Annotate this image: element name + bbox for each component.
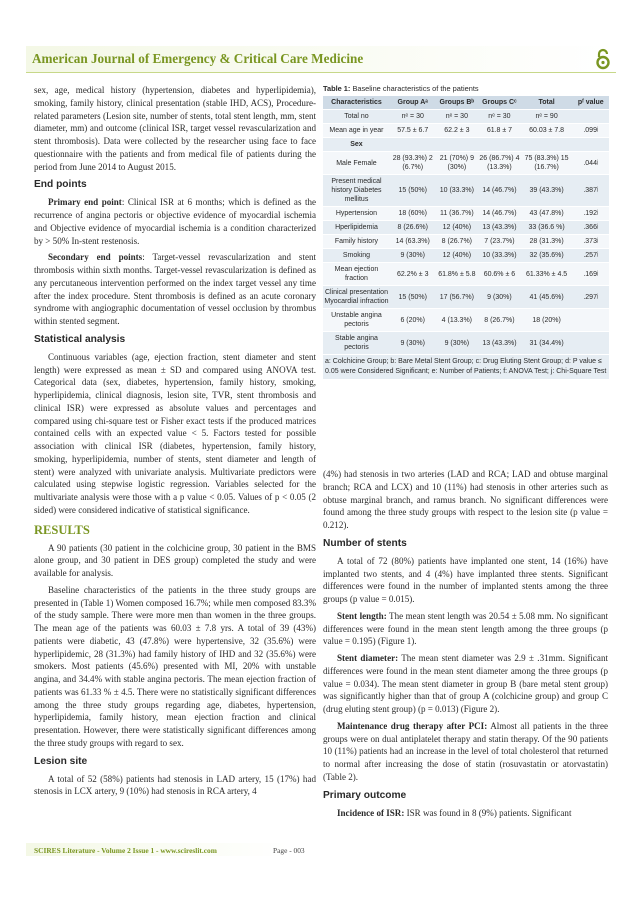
- table-cell: 8 (26.6%): [390, 221, 436, 235]
- heading-lesion-site: Lesion site: [34, 755, 88, 767]
- table-cell: .257ʲ: [572, 249, 609, 263]
- table-cell: 8 (26.7%): [436, 235, 479, 249]
- table-cell: [572, 110, 609, 124]
- table-cell: 9 (30%): [390, 332, 436, 355]
- paragraph-lesion-site: A total of 52 (58%) patients had stenosis in LAD artery, 15 (17%) had stenosis in LCX artery, 9 (10%) had stenosis in RCA artery, 4: [34, 773, 316, 797]
- paragraph-stent-diameter: [323, 652, 608, 716]
- paragraph-results-1: A 90 patients (30 patient in the colchicine group, 30 patient in the BMS alone group, and 30 patient in DES group) completed the study and were available for analysis.: [34, 542, 316, 578]
- paragraph-lesion-continued: (4%) had stenosis in two arteries (LAD and RCA; LAD and obtuse marginal branch; RCA and LCX) and 10 (11%) had stenosis in other arteries such as obtuse marginal branch, and ramus branch. No significant differences were found among the three study groups with respect to the lesion site (p value = 0.212).: [323, 469, 608, 530]
- table-row-label: Hperlipidemia: [323, 221, 390, 235]
- paragraph-methods: sex, age, medical history (hypertension, diabetes and hyperlipidemia), smoking, family history, clinical presentation (stable IHD, ACS), Procedure-related parameters (Lesion site, number of stents, total stent length, mm, stent diameter, mm) and outcome (clinical ISR, target vessel revascularization and stent thrombosis). Data were collected by the researcher using face to face questionnaire with the patients and from medical file of patients during the period from June 2014 to August 2015.: [34, 85, 316, 172]
- stent-diameter-label: Stent diameter:: [337, 653, 399, 663]
- paragraph-maintenance-therapy: [323, 720, 608, 784]
- table-cell: 62.2 ± 3: [436, 124, 479, 138]
- table-header-cell: Groups Cᶜ: [478, 96, 521, 110]
- table-cell: 33 (36.6 %): [521, 221, 573, 235]
- heading-end-points: End points: [34, 179, 87, 191]
- table-cell: 12 (40%): [436, 249, 479, 263]
- table-cell: 61.8% ± 5.8: [436, 263, 479, 286]
- table-header-cell: pᶠ value: [572, 96, 609, 110]
- table-row: [323, 309, 609, 332]
- stent-length-text: The mean stent length was 20.54 ± 5.08 mm. No significant differences were found in the mean stent length among the three groups (p value = 0.195) (Figure 1).: [323, 610, 609, 647]
- table-row-label: Mean ejection fraction: [323, 263, 390, 286]
- table-cell: 41 (45.6%): [521, 286, 573, 309]
- table-cell: 14 (63.3%): [390, 235, 436, 249]
- table-cell: 11 (36.7%): [436, 207, 479, 221]
- paragraph-statistical-analysis: Continuous variables (age, ejection fraction, stent diameter and stent length) were expressed as mean ± SD and compared using ANOVA test. Categorical data (sex, diabetes, hypertension, family history, smoking, hyperlipidemia, clinical diagnosis, lesion site, TVR, stent thrombosis and clinical ISR) were expressed as absolute values and percentages and compared using chi-square test or Fisher exact tests if the produced matrices contained cells with an expected value < 5. Factors tested for possible association with clinical ISR (diabetes, hypertension, family history, smoking, hyperlipidemia, number of stents, stent diameter and length of stent) were analyzed with univariate analysis. Multivariate predictors were calculated using stepwise logistic regression. Variables selected for the multivariate analysis were those with a p value < 0.05. Values of p < 0.05 (2 sided) were considered indicative of statistical significance.: [34, 351, 316, 515]
- baseline-characteristics-table: [323, 96, 609, 355]
- table-cell: 61.8 ± 7: [478, 124, 521, 138]
- table-caption-label: Table 1:: [323, 84, 351, 93]
- table-header-row: [323, 96, 609, 110]
- table-caption-text: Baseline characteristics of the patients: [350, 84, 479, 93]
- table-cell: nᵉ = 30: [436, 110, 479, 124]
- paragraph-number-of-stents: A total of 72 (80%) patients have implanted one stent, 14 (16%) have implanted two stents, and 4 (4%) have implanted three stents. Significant differences were found in the number of implanted stents among the three groups (p value = 0.015).: [323, 555, 608, 604]
- table-cell: 10 (33.3%): [436, 175, 479, 207]
- table-cell: nᵉ = 30: [390, 110, 436, 124]
- table-cell: [390, 138, 436, 152]
- paragraph-stent-length: [323, 610, 608, 648]
- footer-journal-info: SCIRES Literature - Volume 2 Issue 1 - www.scireslit.com: [34, 846, 217, 855]
- table-cell: .366ʲ: [572, 221, 609, 235]
- table-cell: 9 (30%): [436, 332, 479, 355]
- table-cell: [572, 138, 609, 152]
- table-caption: [323, 84, 609, 94]
- secondary-end-points-text: : Target-vessel revascularization and stent thrombosis within sixth months. Target-vessel revascularization is defined as any percutaneous intervention performed on the index target vessel any time after the index procedure. Stent thrombosis is defined as an acute coronary syndrome with angiographic documentation of vessel occlusion by thrombus within stented segment.: [34, 252, 317, 326]
- table-cell: 43 (47.8%): [521, 207, 573, 221]
- table-row: [323, 286, 609, 309]
- open-access-icon: [594, 48, 612, 70]
- table-cell: 13 (43.3%): [478, 332, 521, 355]
- maintenance-therapy-label: Maintenance drug therapy after PCI:: [337, 720, 488, 731]
- table-cell: 4 (13.3%): [436, 309, 479, 332]
- secondary-end-points-label: Secondary end points: [48, 252, 143, 263]
- stent-diameter-text: The mean stent diameter was 2.9 ± .31mm. Significant differences were found in the mean stent diameter among the three groups (p value = 0.034). The mean stent diameter in group B (bare metal stent group) was significantly higher than that of group A (colchicine group) and group C (drug eluting stent group) (p = 0.013) (Figure 2).: [323, 653, 608, 714]
- table-cell: .099ʲ: [572, 124, 609, 138]
- table-row-label: Unstable angina pectoris: [323, 309, 390, 332]
- heading-number-of-stents: Number of stents: [323, 537, 407, 549]
- table-row-label: Sex: [323, 138, 390, 152]
- table-cell: 31 (34.4%): [521, 332, 573, 355]
- table-footnote: a: Colchicine Group; b: Bare Metal Stent Group; c: Drug Eluting Stent Group; d: P value ≤ 0.05 were Considered Significant; e: Number of Patients; f: ANOVA Test; j: Chi-Square Test: [323, 355, 609, 379]
- table-cell: 15 (50%): [390, 175, 436, 207]
- right-column: [323, 468, 608, 819]
- heading-statistical-analysis: Statistical analysis: [34, 333, 126, 345]
- table-row-label: Male Female: [323, 152, 390, 175]
- maintenance-therapy-text: Almost all patients in the three groups were on dual antiplatelet therapy and statin therapy. Of the 90 patients 10 (11%) patients had an increase in the level of total cholesterol that returned to normal after increasing the dose of statin (rosuvastatin or atorvastatin) (Table 2).: [323, 720, 608, 782]
- table-cell: 62.2% ± 3: [390, 263, 436, 286]
- table-cell: 7 (23.7%): [478, 235, 521, 249]
- table-header-cell: Characteristics: [323, 96, 390, 110]
- table-cell: 61.33% ± 4.5: [521, 263, 573, 286]
- table-row: [323, 207, 609, 221]
- primary-end-point-label: Primary end point: [48, 197, 122, 208]
- table-cell: 60.03 ± 7.8: [521, 124, 573, 138]
- heading-primary-outcome: Primary outcome: [323, 789, 407, 801]
- table-row-label: Clinical presentation Myocardial infraction: [323, 286, 390, 309]
- table-cell: 9 (30%): [478, 286, 521, 309]
- table-cell: 9 (30%): [390, 249, 436, 263]
- table-header-cell: Groups Bᵇ: [436, 96, 479, 110]
- table-cell: 60.6% ± 6: [478, 263, 521, 286]
- table-row: [323, 332, 609, 355]
- table-cell: [572, 332, 609, 355]
- table-row: [323, 110, 609, 124]
- table-row: [323, 249, 609, 263]
- table-header-cell: Group Aᵃ: [390, 96, 436, 110]
- paragraph-secondary-end-points: [34, 251, 316, 328]
- table-cell: 12 (40%): [436, 221, 479, 235]
- table-cell: 8 (26.7%): [478, 309, 521, 332]
- table-row-label: Stable angina pectoris: [323, 332, 390, 355]
- table-cell: .387ʲ: [572, 175, 609, 207]
- table-cell: 17 (56.7%): [436, 286, 479, 309]
- table-cell: [572, 309, 609, 332]
- table-row-label: Family history: [323, 235, 390, 249]
- table-cell: [521, 138, 573, 152]
- table-cell: 28 (93.3%) 2 (6.7%): [390, 152, 436, 175]
- heading-results: RESULTS: [34, 522, 90, 537]
- table-cell: 26 (86.7%) 4 (13.3%): [478, 152, 521, 175]
- left-column: [34, 84, 316, 798]
- table-cell: 18 (60%): [390, 207, 436, 221]
- table-cell: nᵉ = 30: [478, 110, 521, 124]
- table-cell: .044ʲ: [572, 152, 609, 175]
- table-cell: nᵉ = 90: [521, 110, 573, 124]
- table-cell: 21 (70%) 9 (30%): [436, 152, 479, 175]
- table-cell: .373ʲ: [572, 235, 609, 249]
- table-cell: 57.5 ± 6.7: [390, 124, 436, 138]
- table-row: [323, 152, 609, 175]
- table-row: [323, 124, 609, 138]
- table-cell: 13 (43.3%): [478, 221, 521, 235]
- table-cell: 15 (50%): [390, 286, 436, 309]
- baseline-table-block: [323, 84, 609, 379]
- table-cell: [436, 138, 479, 152]
- table-cell: 14 (46.7%): [478, 207, 521, 221]
- table-cell: 10 (33.3%): [478, 249, 521, 263]
- table-row: [323, 235, 609, 249]
- table-row-label: Present medical history Diabetes mellitus: [323, 175, 390, 207]
- incidence-isr-label: Incidence of ISR:: [337, 807, 405, 818]
- table-row-label: Mean age in year: [323, 124, 390, 138]
- table-cell: 18 (20%): [521, 309, 573, 332]
- stent-length-label: Stent length:: [337, 610, 387, 621]
- table-cell: 75 (83.3%) 15 (16.7%): [521, 152, 573, 175]
- table-cell: 6 (20%): [390, 309, 436, 332]
- table-cell: [478, 138, 521, 152]
- paragraph-incidence-isr: [323, 807, 608, 820]
- incidence-isr-text: ISR was found in 8 (9%) patients. Significant: [404, 807, 572, 818]
- primary-end-point-text: : Clinical ISR at 6 months; which is defined as the recurrence of angina pectoris or objective evidence of myocardial ischemia and Objective evidence of myocardial ischemia is a condition characterized by > 50% In-stent restenosis.: [34, 197, 316, 246]
- paragraph-primary-end-point: [34, 196, 316, 247]
- table-cell: 39 (43.3%): [521, 175, 573, 207]
- journal-title: American Journal of Emergency & Critical Care Medicine: [32, 51, 364, 66]
- footer-page-number: Page - 003: [273, 846, 305, 855]
- table-row: [323, 175, 609, 207]
- table-cell: .297ʲ: [572, 286, 609, 309]
- table-row-label: Hypertension: [323, 207, 390, 221]
- table-cell: 14 (46.7%): [478, 175, 521, 207]
- table-cell: .169ʲ: [572, 263, 609, 286]
- table-row: [323, 138, 609, 152]
- paragraph-results-2: Baseline characteristics of the patients in the three study groups are presented in (Table 1) Women composed 16.7%; while men composed 83.3% of the study sample. There were more men than women in the three groups. The mean age of the patients was 60.03 ± 7.8 yrs. A total of 39 (43%) patients were diabetic, 43 (47.8%) were hypertensive, 32 (35.6%) were hyperlipidemic, 28 (31.3%) had family history of IHD and 32 (35.6%) were smokers. Most patients (45.6%) presented with MI, 20% with unstable angina, and 34.4% with stable angina pectoris. The mean ejection fraction of patients was 61.33 % ± 4.5. There were no statistically significant differences among the three study groups regarding age, diabetes, hypertension, hyperlipidemia, family history, mean ejection fraction and clinical presentation. However, there were statistically significant differences among the three study groups with regard to sex.: [34, 584, 316, 748]
- table-row-label: Total no: [323, 110, 390, 124]
- table-row: [323, 263, 609, 286]
- table-cell: .192ʲ: [572, 207, 609, 221]
- table-row: [323, 221, 609, 235]
- table-header-cell: Total: [521, 96, 573, 110]
- journal-header: [26, 46, 616, 73]
- table-row-label: Smoking: [323, 249, 390, 263]
- table-cell: 28 (31.3%): [521, 235, 573, 249]
- table-cell: 32 (35.6%): [521, 249, 573, 263]
